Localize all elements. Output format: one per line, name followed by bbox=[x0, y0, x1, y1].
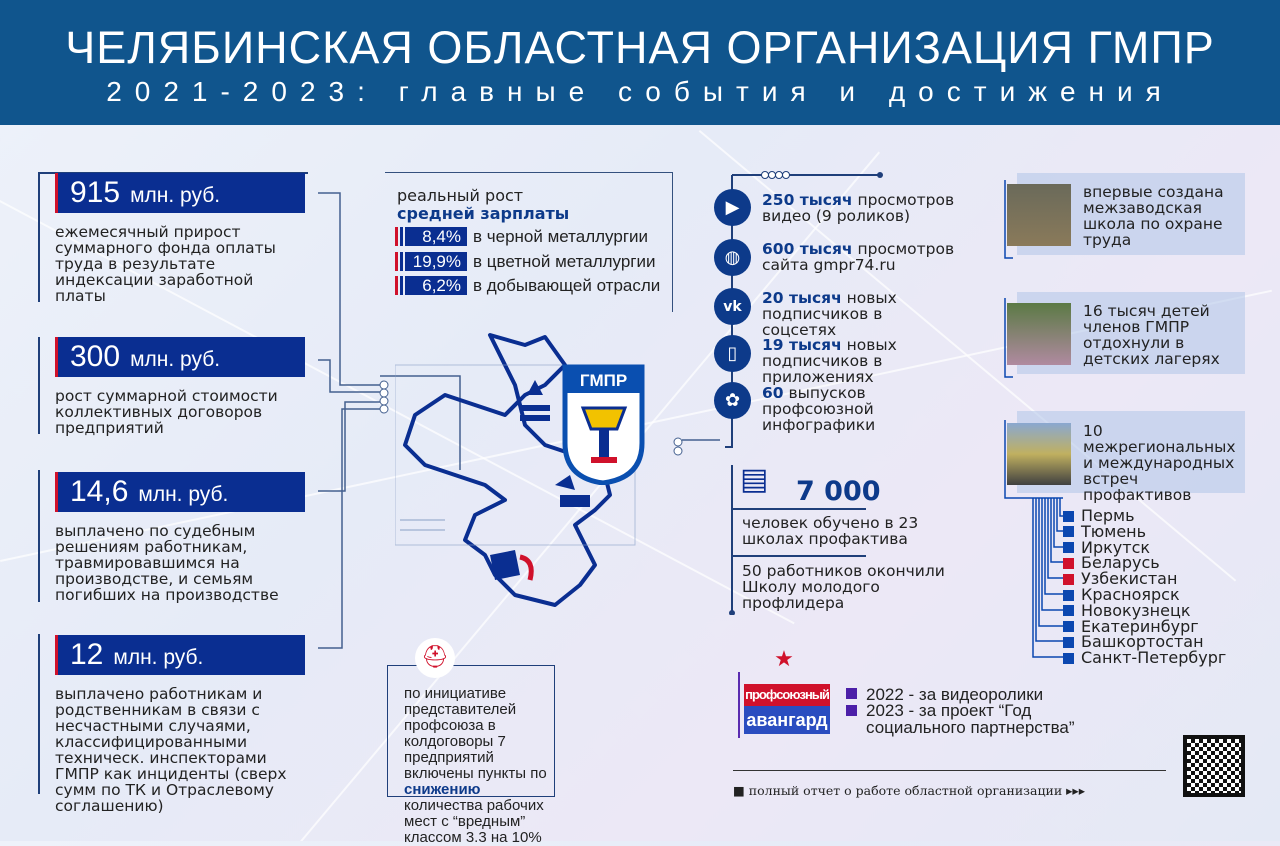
stat-value: 915 bbox=[70, 176, 121, 209]
salary-percent: 19,9% bbox=[405, 252, 467, 271]
city-name: Башкортостан bbox=[1081, 632, 1204, 652]
media-stat-text: просмотров сайта gmpr74.ru bbox=[762, 240, 955, 274]
stat-description: ежемесячный прирост суммарного фонда оплаты труда в результате индексации заработной платы bbox=[55, 223, 276, 305]
divider bbox=[38, 172, 40, 302]
stat-unit: млн. руб. bbox=[130, 184, 221, 207]
city-name: Иркутск bbox=[1081, 537, 1151, 557]
safety-text bbox=[404, 686, 554, 846]
city-name: Беларусь bbox=[1081, 553, 1160, 573]
media-stat bbox=[762, 241, 962, 273]
page-title: ЧЕЛЯБИНСКАЯ ОБЛАСТНАЯ ОРГАНИЗАЦИЯ ГМПР bbox=[65, 22, 1215, 73]
stat-unit: млн. руб. bbox=[130, 348, 221, 371]
stat-value: 14,6 bbox=[70, 475, 129, 508]
phone-icon: ▯ bbox=[714, 335, 751, 372]
media-stat-text: новых подписчиков в приложениях bbox=[762, 336, 897, 386]
divider bbox=[38, 337, 40, 434]
stat-unit: млн. руб. bbox=[113, 646, 204, 669]
media-stat-number: 20 тысяч bbox=[762, 289, 842, 307]
salary-row bbox=[395, 276, 660, 295]
salary-label: в добывающей отрасли bbox=[473, 275, 661, 295]
bullet bbox=[846, 688, 857, 699]
header bbox=[0, 0, 1280, 125]
training-number: 7 000 bbox=[796, 476, 881, 507]
report-link-text: полный отчет о работе областной организации bbox=[748, 783, 1063, 798]
stat-value: 12 bbox=[70, 638, 104, 671]
city-marker bbox=[1063, 637, 1074, 648]
city-name: Красноярск bbox=[1081, 585, 1180, 604]
divider bbox=[38, 470, 40, 602]
media-stat-text: выпусков профсоюзной инфографики bbox=[762, 384, 876, 434]
avangard-logo bbox=[738, 647, 829, 738]
divider bbox=[733, 508, 866, 510]
safety-text-post: количества рабочих мест с “вредным” классом 3.3 на 10% bbox=[404, 797, 544, 846]
city-item bbox=[1063, 650, 1226, 666]
gmpr-logo bbox=[561, 363, 646, 485]
media-stat bbox=[762, 385, 957, 433]
salary-percent: 6,2% bbox=[405, 276, 467, 295]
training-text: человек обучено в 23 школах профактива bbox=[742, 514, 919, 548]
salary-label: в цветной металлургии bbox=[473, 251, 656, 271]
city-marker bbox=[1063, 542, 1074, 553]
stat-unit: млн. руб. bbox=[138, 483, 229, 506]
city-marker bbox=[1063, 621, 1074, 632]
city-marker bbox=[1063, 574, 1074, 585]
qr-code[interactable] bbox=[1183, 735, 1245, 797]
salary-row bbox=[395, 227, 648, 246]
training-extra: 50 работников окончили Школу молодого профлидера bbox=[742, 562, 945, 612]
page-subtitle: 2021-2023: главные события и достижения bbox=[106, 76, 1174, 107]
stat-description: выплачено работникам и родственникам в связи с несчастными случаями, классифицированными техническ. инспекторами ГМПР как инциденты (сверх сумм по ТК и Отраслевому соглашению) bbox=[55, 685, 287, 815]
stat-bar-14-6 bbox=[55, 472, 305, 512]
divider bbox=[38, 634, 40, 794]
stat-bar-12 bbox=[55, 635, 305, 675]
safety-text-pre: по инициативе представителей профсоюза в колдоговоры 7 предприятий включены пункты по bbox=[404, 685, 547, 782]
stat-bar-300 bbox=[55, 337, 305, 377]
logo-bottom-text: авангард bbox=[744, 706, 830, 734]
logo-top-text: профсоюзный bbox=[744, 684, 830, 706]
salary-heading: реальный рост bbox=[397, 186, 524, 205]
card-text: впервые создана межзаводская школа по охране труда bbox=[1083, 183, 1224, 249]
city-marker bbox=[1063, 605, 1074, 616]
gas-mask-icon: ⛑ bbox=[415, 638, 455, 678]
media-stat bbox=[762, 192, 972, 224]
divider bbox=[733, 770, 1166, 771]
divider bbox=[733, 555, 866, 557]
star-icon: ★ bbox=[774, 647, 794, 672]
city-name: Тюмень bbox=[1081, 521, 1147, 541]
award-item: 2022 - за видеоролики bbox=[866, 685, 1044, 704]
salary-heading-bold: средней зарплаты bbox=[397, 204, 570, 223]
city-marker bbox=[1063, 511, 1074, 522]
vk-icon: vk bbox=[714, 288, 751, 325]
stat-description: выплачено по судебным решениям работникам, травмировавшимся на производстве, и семьям погибших на производстве bbox=[55, 522, 279, 604]
city-marker bbox=[1063, 526, 1074, 537]
city-name: Узбекистан bbox=[1081, 569, 1178, 589]
play-icon: ▶ bbox=[714, 189, 751, 226]
city-name: Санкт-Петербург bbox=[1081, 648, 1227, 668]
report-link[interactable]: ■ полный отчет о работе областной организации ▸▸▸ bbox=[733, 783, 1085, 798]
media-stat-text: новых подписчиков в соцсетях bbox=[762, 289, 897, 339]
globe-icon: ◍ bbox=[714, 239, 751, 276]
media-stat-number: 60 bbox=[762, 384, 784, 402]
salary-percent: 8,4% bbox=[405, 227, 467, 246]
card-text: 16 тысяч детей членов ГМПР отдохнули в детских лагерях bbox=[1083, 302, 1220, 368]
stat-value: 300 bbox=[70, 340, 121, 373]
media-stat-number: 250 тысяч bbox=[762, 191, 853, 209]
teacher-icon: ▤ bbox=[740, 462, 769, 497]
city-marker bbox=[1063, 590, 1074, 601]
city-name: Пермь bbox=[1081, 506, 1135, 525]
award-item: 2023 - за проект “Год социального партнерства” bbox=[866, 701, 1075, 737]
safety-text-bold: снижению bbox=[404, 781, 481, 798]
salary-row bbox=[395, 252, 656, 271]
stat-description: рост суммарной стоимости коллективных договоров предприятий bbox=[55, 387, 278, 437]
stat-bar-915 bbox=[55, 173, 305, 213]
city-name: Новокузнецк bbox=[1081, 600, 1191, 620]
media-stat bbox=[762, 337, 972, 385]
media-stat bbox=[762, 290, 957, 338]
city-marker bbox=[1063, 558, 1074, 569]
ladle-icon bbox=[490, 550, 531, 580]
logo-text: ГМПР bbox=[579, 371, 628, 390]
media-stat-text: просмотров видео (9 роликов) bbox=[762, 191, 955, 225]
city-name: Екатеринбург bbox=[1081, 616, 1199, 636]
city-marker bbox=[1063, 653, 1074, 664]
film-reel-icon: ✿ bbox=[714, 382, 751, 419]
salary-label: в черной металлургии bbox=[473, 226, 649, 246]
card-text: 10 межрегиональных и международных встреч профактивов bbox=[1083, 422, 1236, 504]
document-icon bbox=[400, 520, 445, 530]
bullet bbox=[846, 705, 857, 716]
media-stat-number: 600 тысяч bbox=[762, 240, 853, 258]
media-stat-number: 19 тысяч bbox=[762, 336, 842, 354]
